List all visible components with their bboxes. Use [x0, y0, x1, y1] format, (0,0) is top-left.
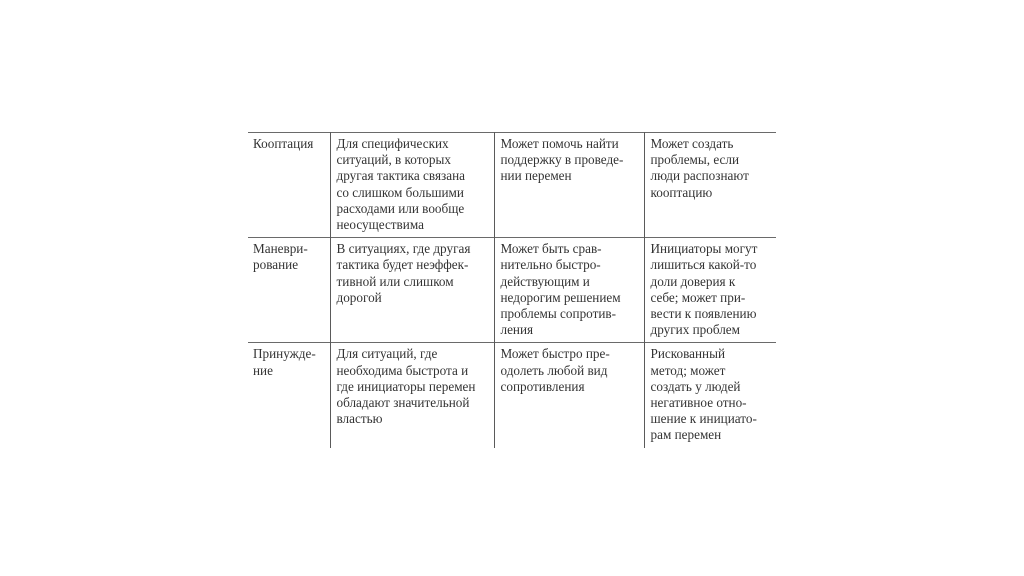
- table-row: [248, 133, 776, 238]
- cell-method: Маневри- рование: [253, 241, 308, 273]
- document-table-container: [248, 132, 776, 448]
- cell-situations: В ситуациях, где другая тактика будет неэффек- тивной или слишком дорогой: [330, 238, 494, 343]
- table-row: [248, 343, 776, 448]
- cell-situations: Для ситуаций, где необходима быстрота и где инициаторы перемен обладают значительной властью: [330, 343, 494, 448]
- resistance-tactics-table: [248, 132, 776, 448]
- cell-disadvantages: Рискованный метод; может создать у людей негативное отно- шение к инициато- рам перемен: [644, 343, 776, 448]
- cell-advantages: Может помочь найти поддержку в проведе- нии перемен: [494, 133, 644, 238]
- cell-method: Кооптация: [253, 136, 314, 151]
- cell-disadvantages: Может создать проблемы, если люди распознают кооптацию: [644, 133, 776, 238]
- cell-advantages: Может быстро пре- одолеть любой вид сопротивления: [494, 343, 644, 448]
- cell-method: Принужде- ние: [253, 346, 316, 378]
- table-row: [248, 238, 776, 343]
- cell-advantages: Может быть срав- нительно быстро- действующим и недорогим решением проблемы сопротив- ления: [494, 238, 644, 343]
- cell-disadvantages: Инициаторы могут лишиться какой-то доли доверия к себе; может при- вести к появлению других проблем: [644, 238, 776, 343]
- cell-situations: Для специфических ситуаций, в которых другая тактика связана со слишком большими расходами или вообще неосуществима: [330, 133, 494, 238]
